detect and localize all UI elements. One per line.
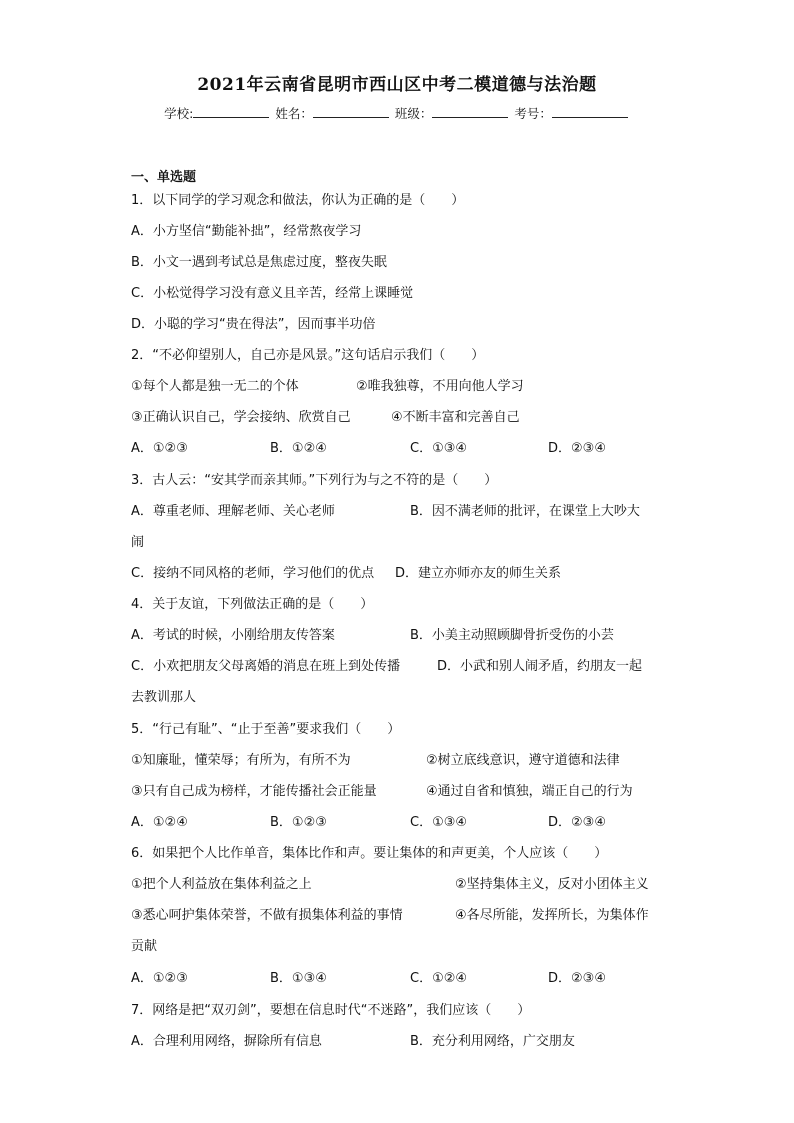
name-blank: [313, 105, 389, 118]
page-title: 2021年云南省昆明市西山区中考二模道德与法治题: [197, 75, 597, 95]
question-3-option-b: B．因不满老师的批评，在课堂上大吵大: [410, 504, 640, 519]
question-3-option-a: A．尊重老师、理解老师、关心老师: [131, 504, 335, 519]
question-1-option-a: A．小方坚信“勤能补拙”，经常熬夜学习: [131, 224, 362, 239]
question-1-option-d: D．小聪的学习“贵在得法”，因而事半功倍: [131, 317, 376, 332]
question-1-option-c: C．小松觉得学习没有意义且辛苦，经常上课睡觉: [131, 286, 414, 301]
question-2-stem: 2．“不必仰望别人，自己亦是风景。”这句话启示我们（ ）: [131, 348, 485, 363]
question-2-option-d: D．②③④: [548, 441, 606, 456]
question-6-statement-4-continued: 贡献: [131, 939, 158, 954]
question-1-stem: 1．以下同学的学习观念和做法，你认为正确的是（ ）: [131, 193, 465, 208]
school-label: 学校:: [164, 106, 194, 121]
question-5-statement-2: ②树立底线意识，遵守道德和法律: [426, 753, 620, 768]
question-6-statement-4: ④各尽所能，发挥所长，为集体作: [455, 908, 649, 923]
question-6-option-c: C．①②④: [410, 971, 468, 986]
exam-number-label: 考号：: [514, 106, 552, 121]
question-2-statement-3: ③正确认识自己，学会接纳、欣赏自己: [131, 410, 351, 425]
question-6-stem: 6．如果把个人比作单音，集体比作和声。要让集体的和声更美，个人应该（ ）: [131, 846, 608, 861]
question-6-option-d: D．②③④: [548, 971, 606, 986]
question-4-option-a: A．考试的时候，小刚给朋友传答案: [131, 628, 335, 643]
name-label: 姓名：: [275, 106, 313, 121]
question-5-option-d: D．②③④: [548, 815, 606, 830]
question-5-statement-3: ③只有自己成为榜样，才能传播社会正能量: [131, 784, 377, 799]
question-2-option-a: A．①②③: [131, 441, 188, 456]
question-6-statement-3: ③悉心呵护集体荣誉，不做有损集体利益的事情: [131, 908, 403, 923]
question-3-option-d: D．建立亦师亦友的师生关系: [395, 566, 562, 581]
question-1-option-b: B．小文一遇到考试总是焦虑过度，整夜失眠: [131, 255, 387, 270]
question-7-option-a: A．合理利用网络，摒除所有信息: [131, 1034, 322, 1049]
question-3-stem: 3．古人云：“安其学而亲其师。”下列行为与之不符的是（ ）: [131, 473, 498, 488]
question-7-option-b: B．充分利用网络，广交朋友: [410, 1034, 575, 1049]
question-5-option-b: B．①②③: [270, 815, 327, 830]
question-4-option-d-continued: 去教训那人: [131, 690, 197, 705]
question-4-option-d: D．小武和别人闹矛盾，约朋友一起: [437, 659, 643, 674]
student-info-line: [0, 104, 794, 122]
question-6-option-b: B．①③④: [270, 971, 327, 986]
question-2-option-c: C．①③④: [410, 441, 468, 456]
question-5-statement-4: ④通过自省和慎独，端正自己的行为: [426, 784, 633, 799]
class-label: 班级：: [394, 106, 433, 121]
school-blank: [193, 105, 269, 118]
question-4-option-b: B．小美主动照顾脚骨折受伤的小芸: [410, 628, 614, 643]
question-4-option-c: C．小欢把朋友父母离婚的消息在班上到处传播: [131, 659, 401, 674]
question-6-statement-1: ①把个人利益放在集体利益之上: [131, 877, 312, 892]
question-5-stem: 5．“行己有耻”、“止于至善”要求我们（ ）: [131, 722, 401, 737]
class-blank: [432, 105, 508, 118]
section-title: 一、单选题: [131, 170, 197, 185]
question-7-stem: 7．网络是把“双刃剑”，要想在信息时代“不迷路”，我们应该（ ）: [131, 1003, 531, 1018]
question-6-statement-2: ②坚持集体主义，反对小团体主义: [455, 877, 649, 892]
question-6-option-a: A．①②③: [131, 971, 188, 986]
question-3-option-c: C．接纳不同风格的老师，学习他们的优点: [131, 566, 375, 581]
question-2-statement-4: ④不断丰富和完善自己: [391, 410, 520, 425]
question-2-statement-1: ①每个人都是独一无二的个体: [131, 379, 299, 394]
exam-number-blank: [552, 105, 628, 118]
question-5-option-a: A．①②④: [131, 815, 188, 830]
question-5-statement-1: ①知廉耻，懂荣辱；有所为，有所不为: [131, 753, 351, 768]
question-5-option-c: C．①③④: [410, 815, 468, 830]
question-4-stem: 4．关于友谊，下列做法正确的是（ ）: [131, 597, 374, 612]
question-2-statement-2: ②唯我独尊，不用向他人学习: [356, 379, 524, 394]
question-3-option-b-continued: 闹: [131, 535, 145, 550]
question-2-option-b: B．①②④: [270, 441, 327, 456]
